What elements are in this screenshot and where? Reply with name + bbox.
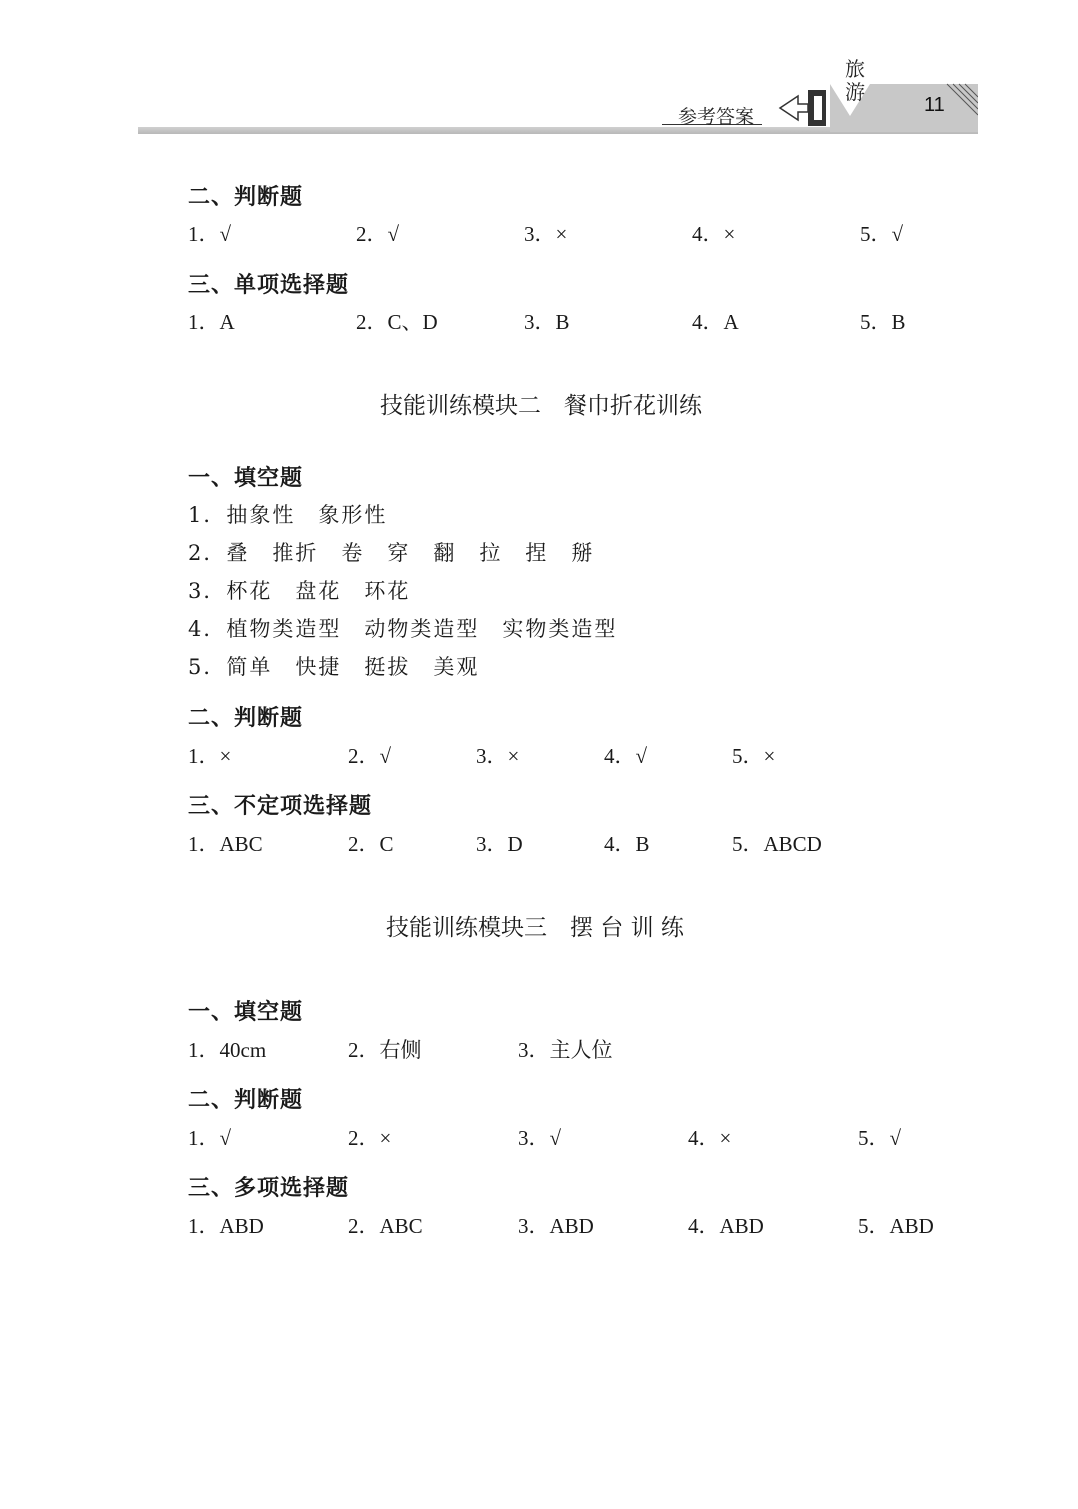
answer-row	[0, 1122, 1078, 1152]
answer-item: 2．ABC	[348, 1214, 423, 1238]
answer-item: 2．√	[356, 222, 400, 246]
answer-row	[0, 1034, 1078, 1064]
answer-item: 3．×	[476, 744, 520, 768]
section-heading: 三、不定项选择题	[188, 794, 373, 819]
page-header	[0, 0, 1078, 140]
fill-answer-line: 4．植物类造型 动物类造型 实物类造型	[188, 617, 618, 641]
section-heading: 二、判断题	[188, 185, 304, 210]
fill-answer-line: 3．杯花 盘花 环花	[188, 579, 411, 603]
section-heading: 三、多项选择题	[188, 1176, 350, 1201]
answer-item: 5．B	[860, 310, 906, 334]
answer-item: 4．ABD	[688, 1214, 764, 1238]
answer-item: 3．√	[518, 1126, 562, 1150]
answer-item: 5．×	[732, 744, 776, 768]
answer-row	[0, 218, 1078, 248]
answer-item: 4．×	[688, 1126, 732, 1150]
fill-answer-line: 5．简单 快捷 挺拔 美观	[188, 655, 480, 679]
answer-row	[0, 740, 1078, 770]
page-number: 11	[924, 94, 945, 116]
answer-row	[0, 828, 1078, 858]
answer-item: 2．右侧	[348, 1038, 422, 1062]
section-heading: 二、判断题	[188, 1088, 304, 1113]
category-label: 旅游	[845, 57, 865, 104]
answer-item: 1．40cm	[188, 1038, 267, 1062]
answer-item: 1．ABD	[188, 1214, 264, 1238]
answer-item: 2．C、D	[356, 310, 438, 334]
header-arrow-icon	[778, 82, 978, 134]
answer-item: 1．×	[188, 744, 232, 768]
section-heading: 三、单项选择题	[188, 273, 350, 298]
module-title: 技能训练模块二 餐巾折花训练	[380, 393, 702, 419]
answer-item: 4．B	[604, 832, 650, 856]
answer-item: 5．√	[858, 1126, 902, 1150]
answer-item: 2．C	[348, 832, 394, 856]
answer-item: 2．√	[348, 744, 392, 768]
answer-item: 5．ABD	[858, 1214, 934, 1238]
answer-item: 3．主人位	[518, 1038, 613, 1062]
answer-item: 1．√	[188, 222, 232, 246]
module-title: 技能训练模块三 摆 台 训 练	[386, 915, 684, 941]
answer-item: 5．√	[860, 222, 904, 246]
answer-item: 1．√	[188, 1126, 232, 1150]
answer-item: 3．ABD	[518, 1214, 594, 1238]
answer-item: 3．D	[476, 832, 523, 856]
answer-item: 4．×	[692, 222, 736, 246]
answer-item: 3．×	[524, 222, 568, 246]
answer-item: 2．×	[348, 1126, 392, 1150]
answer-item: 1．A	[188, 310, 235, 334]
answer-row	[0, 306, 1078, 336]
answer-item: 1．ABC	[188, 832, 263, 856]
answer-item: 4．A	[692, 310, 739, 334]
answer-item: 5．ABCD	[732, 832, 822, 856]
section-label: 参考答案	[678, 106, 755, 128]
fill-answer-line: 1．抽象性 象形性	[188, 503, 388, 527]
section-heading: 二、判断题	[188, 706, 304, 731]
section-heading: 一、填空题	[188, 466, 304, 491]
section-heading: 一、填空题	[188, 1000, 304, 1025]
fill-answer-line: 2．叠 推折 卷 穿 翻 拉 捏 掰	[188, 541, 595, 565]
answer-item: 3．B	[524, 310, 570, 334]
answer-item: 4．√	[604, 744, 648, 768]
answer-row	[0, 1210, 1078, 1240]
